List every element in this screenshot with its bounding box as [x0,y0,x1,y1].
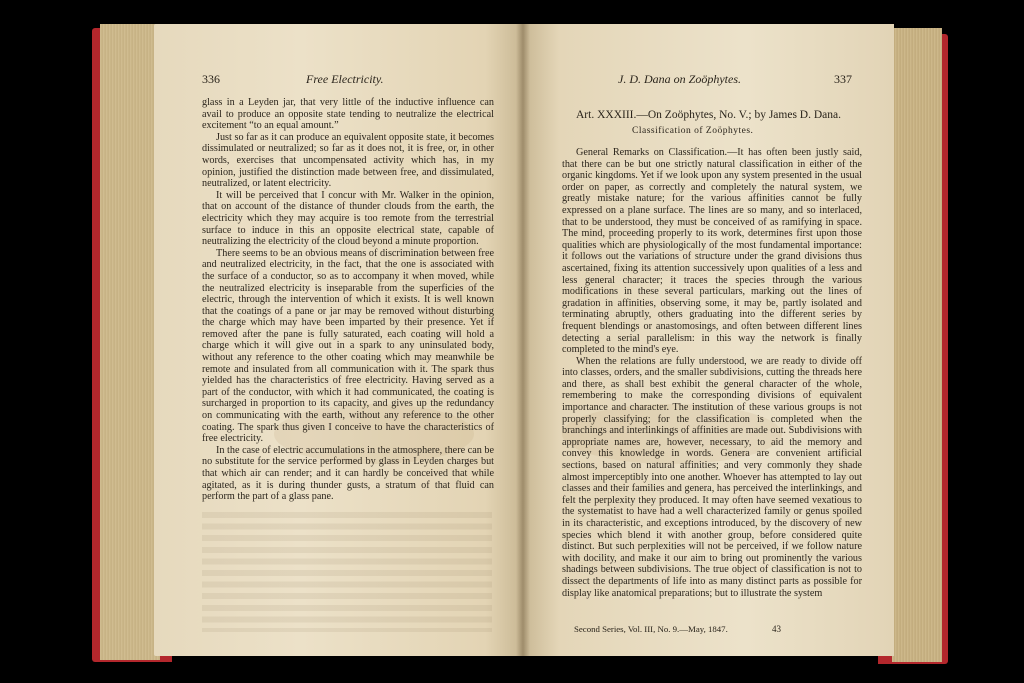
open-book [92,20,948,660]
page-edges-left [100,24,160,660]
left-page-number: 336 [202,72,220,86]
paragraph: When the relations are fully understood, we are ready to divide off into classes, orders, and the smaller subdivisions, cutting the threads here and there, as shall best exhibit the general character of the whole, remembering to make the corresponding divisions of equivalent importance and character. The institution of these various groups is not properly classifying; for the classification is completed when the branchings and interlinkings of affinities are made out. Subdivisions with appropriate names are, however, necessary, to aid the memory and convey this knowledge in words. Genera are convenient artificial sections, based on natural affinities; and very commonly they shade almost imperceptibly into one another. Whoever has attempted to lay out classes and their families and genera, has perceived the interlinkings, and felt the perplexity they produced. It may often have seemed vexatious to the systematist to have had a well characterized family or genus spoiled in its characteristic, and exceptions introduced, by the discovery of new species which blend it with another group, before considered quite distinct. But such perplexities will not be perceived, if we follow nature with docility, and make it our aim to bring out prominently the various shadings between subdivisions. The true object of classification is not to dissect the departments of life into as many distinct parts as possible for display like anatomical preparations; but to illustrate the system [562,355,862,599]
footer-signature: 43 [772,624,781,634]
paragraph: glass in a Leyden jar, that very little of the inductive influence can avail to produce an opposite state tending to neutralize the electrical excitement “to an equal amount.” [202,97,494,132]
footer-series: Second Series, Vol. III, No. 9.—May, 1847. [574,624,728,634]
page-edges-right [892,28,942,662]
bleed-through-text [202,512,492,632]
left-running-head: Free Electricity. [306,72,384,86]
left-page [154,24,522,656]
right-page [522,24,894,656]
article-heading: Art. XXXIII.—On Zoöphytes, No. V.; by James D. Dana. [576,109,841,121]
left-page-body [202,97,494,503]
paragraph: In the case of electric accumulations in the atmosphere, there can be no substitute for the service performed by glass in Leyden charges but that which air can render; and it can hardly be conceived that while agitated, as it is during thunder gusts, a stratum of that fluid can perform the part of a glass pane. [202,444,494,503]
paragraph: General Remarks on Classification.—It has often been justly said, that there can be but one strictly natural classification in either of the organic kingdoms. Yet if we look upon any system presented in the usual order on paper, as correctly and completely the natural system, we greatly mistake nature; for the various affinities cannot be fully expressed on a plane surface. The lines are so many, and so interlaced, that to be understood, they must be conceived of as ramifying in space. The mind, proceeding properly to its work, determines first upon those qualities which are physiologically of the most fundamental importance: it follows out the variations of structure under the grand divisions thus ascertained, fixing its attention successively upon qualities of a less and less general character; it traces the species through the various modifications in these several particulars, marking out the lines of gradation in affinities, observing some, it may be, partly isolated and terminating abruptly, others graduating into the different series by frequent blendings or anastomosings, and often between different lines detecting a serial parallelism: in this way the network is finally completed to the mind's eye. [562,147,862,356]
book-gutter [516,24,530,656]
right-page-body [562,147,862,599]
paragraph: Just so far as it can produce an equivalent opposite state, it becomes dissimulated or neutralized; so far as it does not, it is free, or, in other words, exercises that uncompensated activity which has, in my opinion, justified the distinction made between free, and dissimulated, neutralized, or latent electricity. [202,131,494,190]
right-page-number: 337 [834,72,852,86]
paragraph: It will be perceived that I concur with Mr. Walker in the opinion, that on account of the distance of thunder clouds from the earth, the electricity which they may acquire is too remote from the terrestrial surface to induce in this an opposite electrical state, capable of neutralizing the electricity of the cloud beyond a minute proportion. [202,189,494,248]
right-running-head: J. D. Dana on Zoöphytes. [618,72,741,86]
paragraph: There seems to be an obvious means of discrimination between free and neutralized electricity, in the fact, that the one is associated with the surface of a conductor, so as to accompany it when moved, while the neutralized electricity is inseparable from the superficies of the electric, through the intervention of which it exists. It is well known that the coatings of a pane or jar may be removed without disturbing the charge which may have been imparted by their presence. Yet if removed after the pane is fully saturated, each coating will hold a charge which it will give out in a spark to any uninsulated body, without any reference to the other coating which may meanwhile be remote and insulated from all communication with it. The spark thus yielded has the characteristics of free electricity. Having served as a part of the conductor, with which it had communicated, the coating is surcharged in proportion to its capacity, and gives up the redundancy on communicating with the earth, without any reference to the other coating. The spark thus given I conceive to have the characteristics of free electricity. [202,247,494,445]
section-heading: Classification of Zoöphytes. [632,126,754,136]
